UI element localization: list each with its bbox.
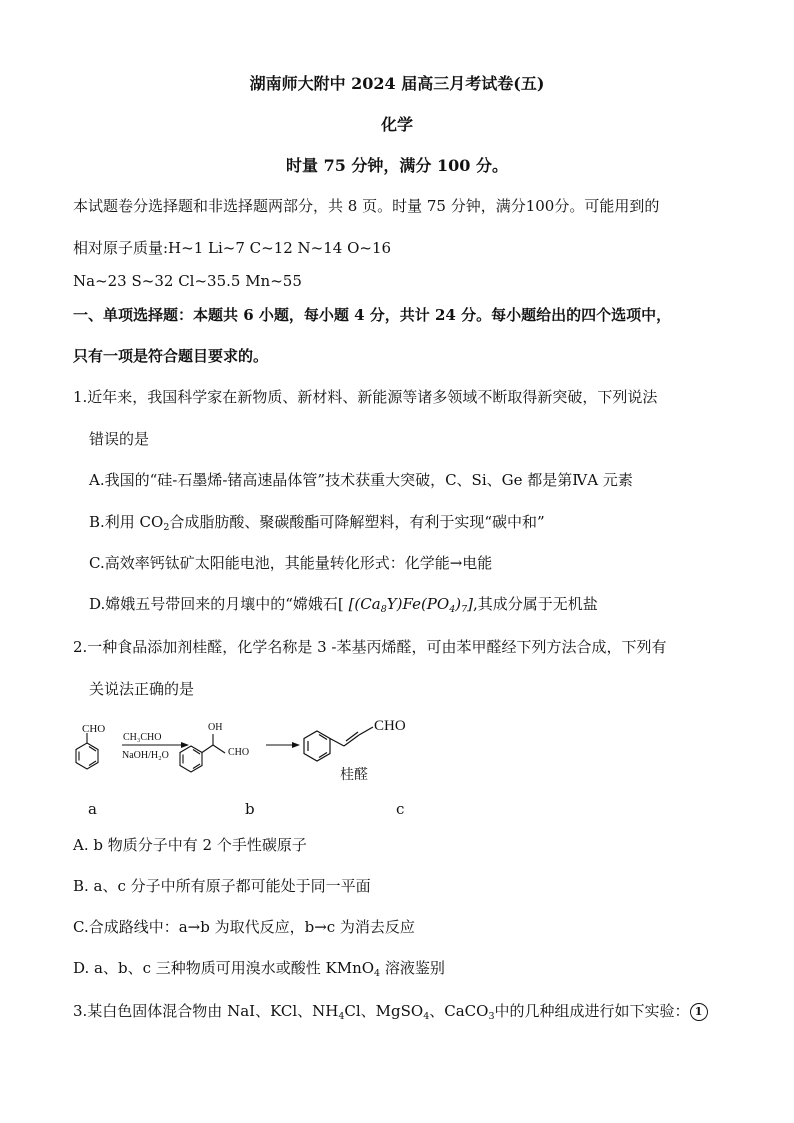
a-cho-label: CHO xyxy=(82,723,106,735)
q1-option-c: C.高效率钙钛矿太阳能电池，其能量转化形式：化学能→电能 xyxy=(89,554,493,572)
benzaldehyde-structure xyxy=(76,733,98,769)
b-oh-label: OH xyxy=(208,722,223,733)
label-a: a xyxy=(88,800,97,818)
q1-option-d: D.嫦娥五号带回来的月壤中的“嫦娥石[ $[(Ca_8Y)Fe(PO_4)_7]$,其成分属于无机盐 xyxy=(89,595,598,615)
chang-e-stone-formula: $[(Ca_8Y)Fe(PO_4)_7]$ xyxy=(348,595,474,615)
q2-option-a: A. b 物质分子中有 2 个手性碳原子 xyxy=(73,836,307,854)
q2-stem-line-1: 2.一种食品添加剂桂醛，化学名称是 3 -苯基丙烯醛，可由苯甲醛经下列方法合成，下列有 xyxy=(73,638,667,656)
q2-stem-line-2: 关说法正确的是 xyxy=(89,680,195,698)
q1-option-a: A.我国的“硅-石墨烯-锗高速晶体管”技术获重大突破，C、Si、Ge 都是第ⅣA 元素 xyxy=(89,471,633,489)
subject-title: 化学 xyxy=(380,115,413,134)
time-info: 时量 75 分钟，满分 100 分。 xyxy=(286,156,508,175)
exam-title: 湖南师大附中 2024 届高三月考试卷(五) xyxy=(249,74,545,93)
reagent-top: CH₃CHO xyxy=(123,732,162,743)
section-heading-line-1: 一、单项选择题：本题共 6 小题，每小题 4 分，共计 24 分。每小题给出的四个选项中， xyxy=(73,306,672,324)
cinnamaldehyde-name: 桂醛 xyxy=(340,768,368,783)
aldol-product-structure xyxy=(180,734,225,772)
label-b: b xyxy=(245,800,255,818)
q3-stem: 3.某白色固体混合物由 NaI、KCl、$NH_4Cl$、MgSO$_4$、CaCO$_3$中的几种组成进行如下实验： 1 xyxy=(73,1001,708,1024)
section-heading-line-2: 只有一项是符合题目要求的。 xyxy=(73,347,269,365)
intro-line-2: 相对原子质量:H~1 Li~7 C~12 N~14 O~16 xyxy=(73,239,392,257)
intro-line-3: Na~23 S~32 Cl~35.5 Mn~55 xyxy=(73,272,302,290)
synthesis-scheme xyxy=(70,713,430,813)
q2-option-c: C.合成路线中：a→b 为取代反应，b→c 为消去反应 xyxy=(73,918,415,936)
b-cho-label: CHO xyxy=(228,747,250,758)
q1-option-b: B.利用 $CO_2$合成脂肪酸、聚碳酸酯可降解塑料，有利于实现“碳中和” xyxy=(89,513,545,533)
circled-number-one: 1 xyxy=(690,1003,708,1021)
label-c: c xyxy=(396,800,405,818)
q1-stem-line-2: 错误的是 xyxy=(89,430,150,448)
c-cho-label: CHO xyxy=(374,718,406,734)
reagent-bottom: NaOH/H₂O xyxy=(122,750,169,761)
q1-stem-line-1: 1.近年来，我国科学家在新物质、新材料、新能源等诸多领域不断取得新突破，下列说法 xyxy=(73,388,658,406)
cinnamaldehyde-structure xyxy=(304,727,373,761)
q2-option-d: D. a、b、c 三种物质可用溴水或酸性 KMnO$_4$ 溶液鉴别 xyxy=(73,959,445,979)
q2-option-b: B. a、c 分子中所有原子都可能处于同一平面 xyxy=(73,877,371,895)
intro-line-1: 本试题卷分选择题和非选择题两部分，共 8 页。时量 75 分钟，满分100分。可能用到的 xyxy=(73,197,660,215)
